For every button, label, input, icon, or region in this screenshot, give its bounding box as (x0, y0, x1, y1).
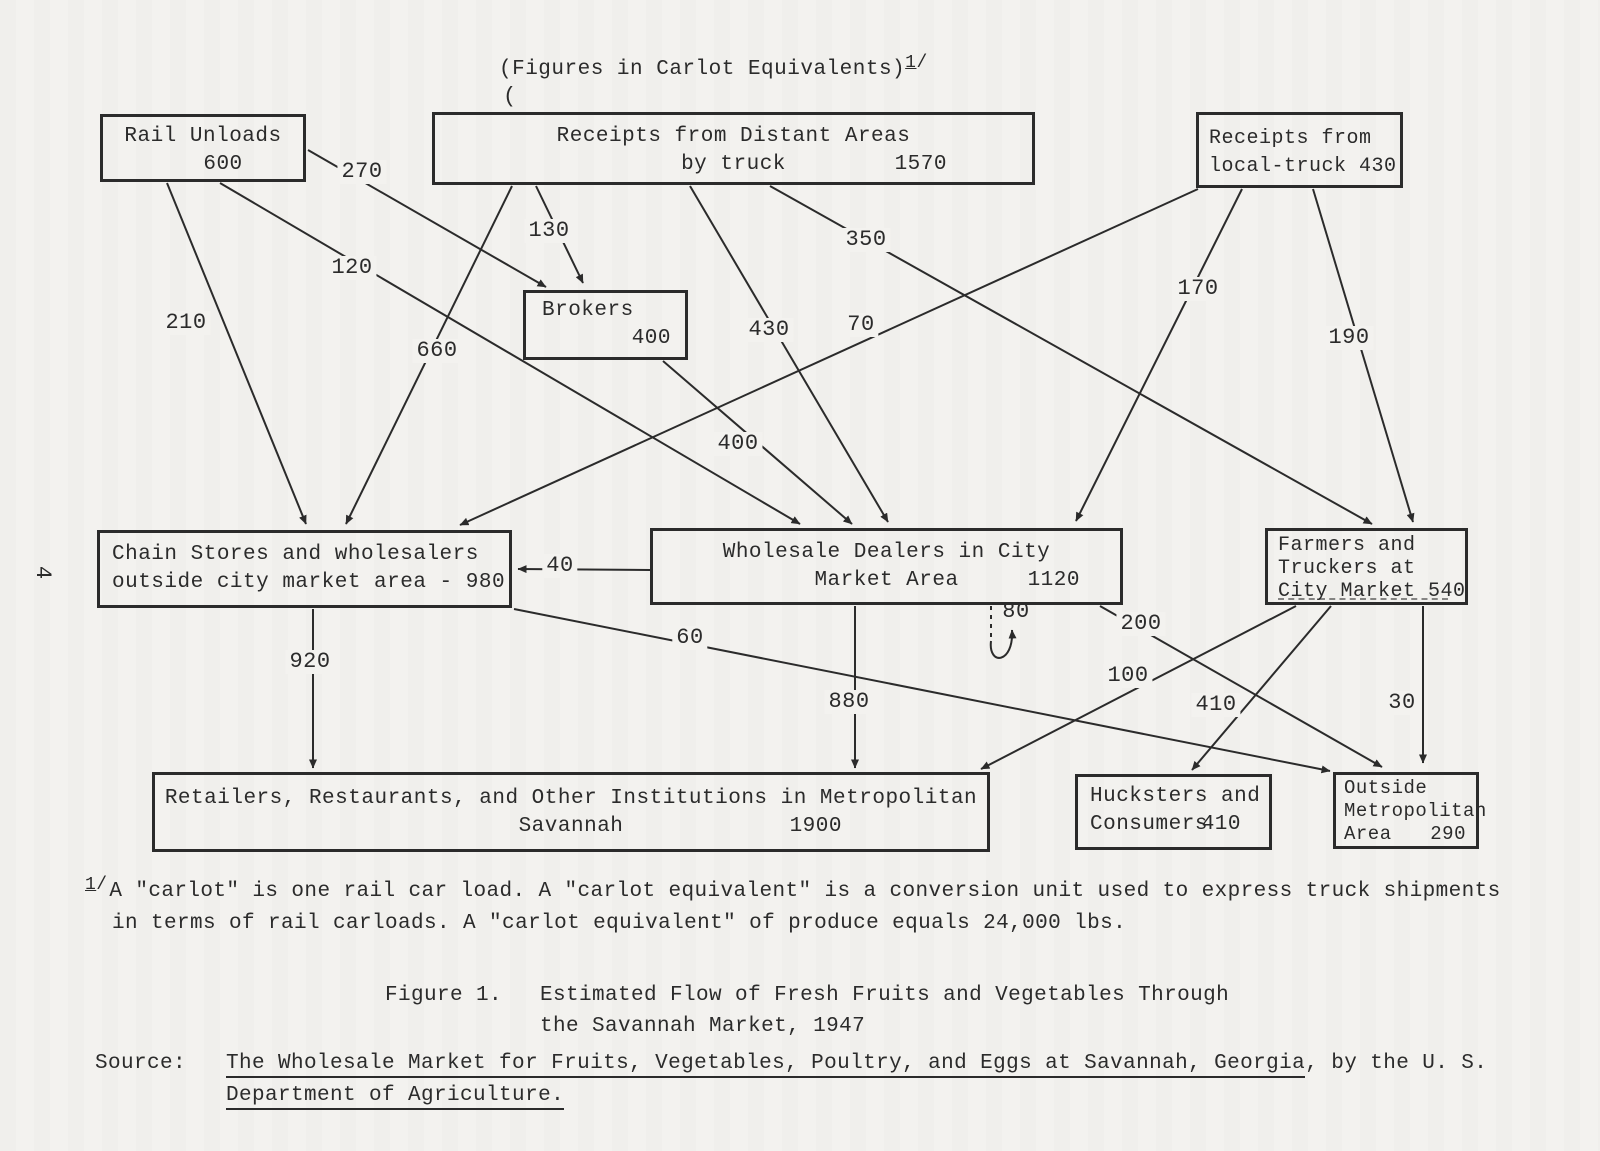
edge-farmers-truckers-to-hucksters (1192, 606, 1331, 770)
node-text: Market Area (814, 569, 959, 592)
figure-caption-text (540, 980, 1229, 1042)
page-number: 4 (30, 565, 56, 580)
flow-value-label: 80 (1002, 599, 1030, 624)
flow-value-label: 30 (1384, 691, 1419, 715)
edge-rail-unloads-to-chain-stores (167, 183, 306, 524)
source-text (226, 1048, 1487, 1112)
node-value: 290 (1430, 823, 1466, 845)
node-text: Metropolitan (1344, 800, 1487, 822)
node-receipts-distant (432, 112, 1035, 185)
node-rail-unloads (100, 114, 306, 182)
node-text: Retailers, Restaurants, and Other Institutions in Metropolitan (164, 787, 978, 810)
node-text: Wholesale Dealers in City (722, 541, 1051, 564)
node-text: Farmers and (1278, 534, 1416, 557)
node-text: 400 (631, 327, 671, 350)
flow-value-label: 410 (1191, 693, 1240, 717)
node-text: Rail Unloads (124, 125, 282, 148)
flow-value-label: 70 (843, 313, 878, 337)
node-text: by truck (681, 153, 786, 176)
flow-value-label: 210 (161, 311, 210, 335)
node-text: local-truck 430 (1209, 155, 1397, 178)
footnote-text-1: A "carlot" is one rail car load. A "carlot equivalent" is a conversion unit used to express truck shipments (109, 880, 1501, 903)
source-line-2: Department of Agriculture. (226, 1080, 1487, 1112)
figure-caption-line-2: the Savannah Market, 1947 (540, 1015, 866, 1038)
flow-value-label: 60 (672, 626, 707, 650)
edge-receipts-local-to-wholesale-dealers (1076, 189, 1242, 521)
footnote-reference: 1/ (905, 53, 928, 73)
node-value: 410 (1201, 813, 1241, 836)
node-brokers (523, 290, 688, 360)
node-text: Receipts from Distant Areas (556, 125, 911, 148)
source-title: The Wholesale Market for Fruits, Vegetables, Poultry, and Eggs at Savannah, Georgia (226, 1052, 1305, 1078)
node-value: 1570 (894, 153, 947, 176)
self-loop-arrow (991, 630, 1012, 658)
node-text: Savannah (518, 815, 624, 838)
source-title-rest: , by the U. S. (1305, 1052, 1488, 1075)
node-text: Consumers (1090, 813, 1208, 836)
flow-value-label: 880 (824, 690, 873, 714)
node-text: 600 (203, 153, 243, 176)
flow-value-label: 430 (744, 318, 793, 342)
flow-value-label: 170 (1173, 277, 1222, 301)
source-line-1 (226, 1048, 1487, 1080)
footnote (85, 876, 1565, 939)
flow-value-label: 190 (1324, 326, 1373, 350)
flow-value-label: 40 (542, 554, 577, 578)
node-wholesale-dealers (650, 528, 1123, 605)
diagram-title-text: (Figures in Carlot Equivalents) (499, 58, 906, 81)
footnote-marker: 1/ (85, 875, 108, 895)
footnote-line-2: in terms of rail carloads. A "carlot equivalent" of produce equals 24,000 lbs. (112, 912, 1127, 935)
flow-value-label: 920 (285, 650, 334, 674)
flow-value-label: 350 (841, 228, 890, 252)
node-text: Hucksters and (1090, 785, 1261, 808)
source-note (95, 1048, 1487, 1112)
flow-value-label: 120 (327, 256, 376, 280)
flow-value-label: 660 (412, 339, 461, 363)
figure-caption-label: Figure 1. (385, 984, 503, 1007)
node-retailers (152, 772, 990, 852)
node-text: Brokers (542, 299, 634, 322)
node-value: 1900 (789, 815, 842, 838)
node-chain-stores (97, 530, 512, 608)
node-text: Outside (1344, 777, 1428, 799)
edge-chain-stores-to-outside-metro (514, 609, 1330, 771)
edge-rail-unloads-to-wholesale-dealers (220, 183, 800, 524)
flow-value-label: 200 (1116, 612, 1165, 636)
node-text: Area (1344, 823, 1392, 845)
node-text: City Market 540 (1278, 580, 1466, 603)
node-text: outside city market area - 980 (112, 571, 506, 594)
node-hucksters (1075, 774, 1272, 850)
node-text: Receipts from (1209, 127, 1372, 150)
flow-value-label: 270 (337, 160, 386, 184)
node-text: Truckers at (1278, 557, 1416, 580)
flow-value-label: 400 (713, 432, 762, 456)
source-label: Source: (95, 1052, 187, 1075)
figure-caption (385, 980, 1229, 1042)
node-value: 1120 (1027, 569, 1080, 592)
node-farmers-truckers (1265, 528, 1468, 605)
edge-receipts-local-to-farmers-truckers (1313, 189, 1413, 522)
flow-value-label: 130 (524, 219, 573, 243)
node-outside-metro (1333, 772, 1487, 849)
flow-value-label: 100 (1103, 664, 1152, 688)
stray-paren-mark: ( (503, 84, 517, 109)
node-text: Chain Stores and wholesalers (112, 543, 479, 566)
figure-caption-line-1: Estimated Flow of Fresh Fruits and Vegetables Through (540, 984, 1230, 1007)
edge-wholesale-dealers-to-chain-stores (518, 569, 650, 570)
footnote-line-1 (85, 876, 1565, 908)
dashed-underline-mark (1278, 598, 1448, 600)
node-receipts-local (1196, 112, 1403, 188)
